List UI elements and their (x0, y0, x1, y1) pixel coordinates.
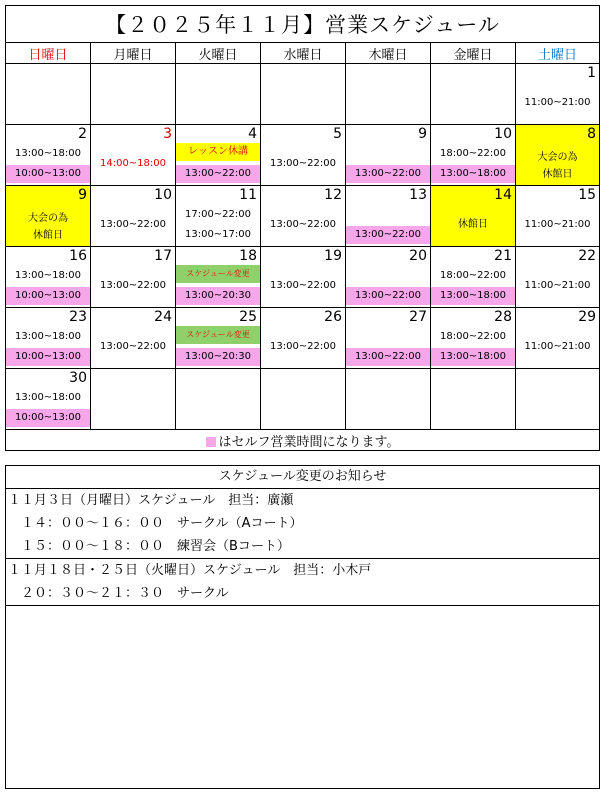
self-hours-bar: 13:00~22:00 (346, 226, 430, 244)
self-hours-bar: 13:00~18:00 (431, 348, 515, 366)
day-cell-21 (431, 247, 516, 308)
day-number: 11 (239, 187, 257, 203)
day-cell-empty (176, 64, 261, 125)
legend-text: はセルフ営業時間になります。 (218, 434, 400, 450)
hours-text: 13:00~22:00 (269, 280, 336, 291)
day-number: 16 (69, 248, 87, 264)
day-number: 9 (418, 126, 427, 142)
hours-text: 17:00~22:00 (184, 209, 251, 220)
weekday-friday: 金曜日 (431, 43, 516, 64)
day-number: 12 (324, 187, 342, 203)
hours-text: 11:00~21:00 (524, 280, 591, 291)
day-number: 23 (69, 309, 87, 325)
notice-line: １５：００～１８：００ 練習会（Bコート） (8, 539, 290, 554)
self-hours-bar: 13:00~18:00 (431, 287, 515, 305)
weekday-saturday: 土曜日 (516, 43, 600, 64)
day-number: 9 (78, 187, 87, 203)
hours-text: 18:00~22:00 (439, 270, 506, 281)
weekday-thursday: 木曜日 (346, 43, 431, 64)
day-number: 26 (324, 309, 342, 325)
day-cell-19 (261, 247, 346, 308)
day-cell-empty (91, 64, 176, 125)
day-cell-22 (516, 247, 600, 308)
day-cell-23 (6, 308, 91, 369)
day-number: 10 (154, 187, 172, 203)
day-cell-2 (6, 125, 91, 186)
closed-text: 休館日 (542, 169, 573, 180)
hours-text: 13:00~18:00 (14, 270, 81, 281)
day-number: 19 (324, 248, 342, 264)
day-cell-12 (261, 186, 346, 247)
day-cell-15 (516, 186, 600, 247)
hours-text: 13:00~22:00 (269, 219, 336, 230)
day-cell-28 (431, 308, 516, 369)
hours-text: 14:00~18:00 (99, 158, 166, 169)
day-cell-29 (516, 308, 600, 369)
day-number: 17 (154, 248, 172, 264)
hours-text: 13:00~17:00 (184, 229, 251, 240)
notice-line: １１月１８日・２５日（火曜日）スケジュール 担当：小木戸 (6, 558, 599, 582)
hours-text: 13:00~22:00 (269, 341, 336, 352)
hours-text: 11:00~21:00 (524, 341, 591, 352)
legend-row (6, 430, 600, 451)
day-number: 18 (239, 248, 257, 264)
day-number: 15 (578, 187, 597, 203)
hours-text: 13:00~22:00 (99, 341, 166, 352)
day-cell-10 (91, 186, 176, 247)
day-cell-1 (516, 64, 600, 125)
day-number: 13 (409, 187, 427, 203)
day-cell-empty (176, 369, 261, 430)
weekday-wednesday: 水曜日 (261, 43, 346, 64)
day-number: 1 (587, 65, 597, 81)
self-hours-bar: 10:00~13:00 (6, 348, 90, 366)
closed-text: 休館日 (33, 230, 63, 241)
day-cell-11 (176, 186, 261, 247)
day-cell-7 (431, 125, 516, 186)
day-cell-empty (431, 64, 516, 125)
day-cell-empty (261, 64, 346, 125)
self-hours-bar: 13:00~22:00 (346, 165, 430, 183)
day-cell-18 (176, 247, 261, 308)
day-cell-5 (261, 125, 346, 186)
hours-text: 13:00~18:00 (14, 392, 81, 403)
notice-line: ２０：３０～２１：３０ サークル (6, 582, 599, 606)
self-hours-bar: 10:00~13:00 (6, 409, 90, 427)
self-hours-bar: 10:00~13:00 (6, 287, 90, 305)
self-hours-bar: 13:00~20:30 (176, 348, 260, 366)
day-cell-empty (346, 369, 431, 430)
closed-text: 休館日 (458, 219, 488, 230)
day-cell-6 (346, 125, 431, 186)
day-cell-empty (516, 369, 600, 430)
day-number: 4 (248, 126, 257, 142)
day-cell-24 (91, 308, 176, 369)
notice-box (5, 465, 600, 789)
weekday-sunday: 日曜日 (6, 43, 91, 64)
weekday-monday: 月曜日 (91, 43, 176, 64)
day-number: 30 (69, 370, 87, 386)
day-cell-20 (346, 247, 431, 308)
hours-text: 13:00~18:00 (14, 148, 81, 159)
day-number: 3 (163, 126, 172, 142)
hours-text: 11:00~21:00 (524, 97, 591, 108)
page-title: 【２０２５年１１月】営業スケジュール (6, 6, 600, 43)
day-cell-empty (431, 369, 516, 430)
self-hours-bar: 10:00~13:00 (6, 165, 90, 183)
day-number: 24 (154, 309, 172, 325)
day-cell-empty (346, 64, 431, 125)
closed-reason-text: 大会の為 (537, 152, 578, 163)
notice-title: スケジュール変更のお知らせ (6, 466, 599, 489)
day-number: 25 (239, 309, 257, 325)
day-number: 28 (494, 309, 512, 325)
hours-text: 13:00~22:00 (99, 280, 166, 291)
self-hours-bar: 13:00~22:00 (346, 287, 430, 305)
schedule-change-badge: スケジュール変更 (176, 265, 260, 283)
hours-text: 18:00~22:00 (439, 148, 506, 159)
day-number: 14 (494, 187, 512, 203)
day-cell-14 (431, 186, 516, 247)
day-number: 29 (578, 309, 597, 325)
day-cell-8 (516, 125, 600, 186)
day-cell-4 (176, 125, 261, 186)
day-cell-26 (261, 308, 346, 369)
self-hours-bar: 13:00~20:30 (176, 287, 260, 305)
calendar-table (5, 5, 600, 451)
day-cell-3 (91, 125, 176, 186)
hours-text: 18:00~22:00 (439, 331, 506, 342)
hours-text: 13:00~22:00 (99, 219, 166, 230)
day-cell-30 (6, 369, 91, 430)
day-number: 27 (409, 309, 427, 325)
pink-swatch-icon (206, 437, 216, 447)
day-number: 21 (494, 248, 512, 264)
day-number: 22 (578, 248, 597, 264)
day-cell-27 (346, 308, 431, 369)
day-number: 10 (494, 126, 512, 142)
day-number: 2 (78, 126, 87, 142)
day-cell-9 (6, 186, 91, 247)
day-number: 20 (409, 248, 427, 264)
day-number: 8 (587, 126, 597, 142)
weekday-tuesday: 火曜日 (176, 43, 261, 64)
notice-line: １１月３日（月曜日）スケジュール 担当：廣瀬 (8, 493, 294, 508)
lesson-cancel-badge: レッスン休講 (176, 143, 260, 161)
day-cell-13 (346, 186, 431, 247)
hours-text: 13:00~22:00 (269, 158, 336, 169)
day-cell-17 (91, 247, 176, 308)
hours-text: 13:00~18:00 (14, 331, 81, 342)
hours-text: 11:00~21:00 (524, 219, 591, 230)
day-cell-empty (261, 369, 346, 430)
notice-line: １４：００～１６：００ サークル（Aコート） (8, 516, 303, 531)
closed-reason-text: 大会の為 (28, 213, 68, 224)
self-hours-bar: 13:00~22:00 (176, 165, 260, 183)
day-cell-empty (91, 369, 176, 430)
self-hours-bar: 13:00~22:00 (346, 348, 430, 366)
self-hours-bar: 13:00~18:00 (431, 165, 515, 183)
day-cell-empty (6, 64, 91, 125)
schedule-change-badge: スケジュール変更 (176, 326, 260, 344)
day-number: 5 (333, 126, 342, 142)
day-cell-25 (176, 308, 261, 369)
day-cell-16 (6, 247, 91, 308)
